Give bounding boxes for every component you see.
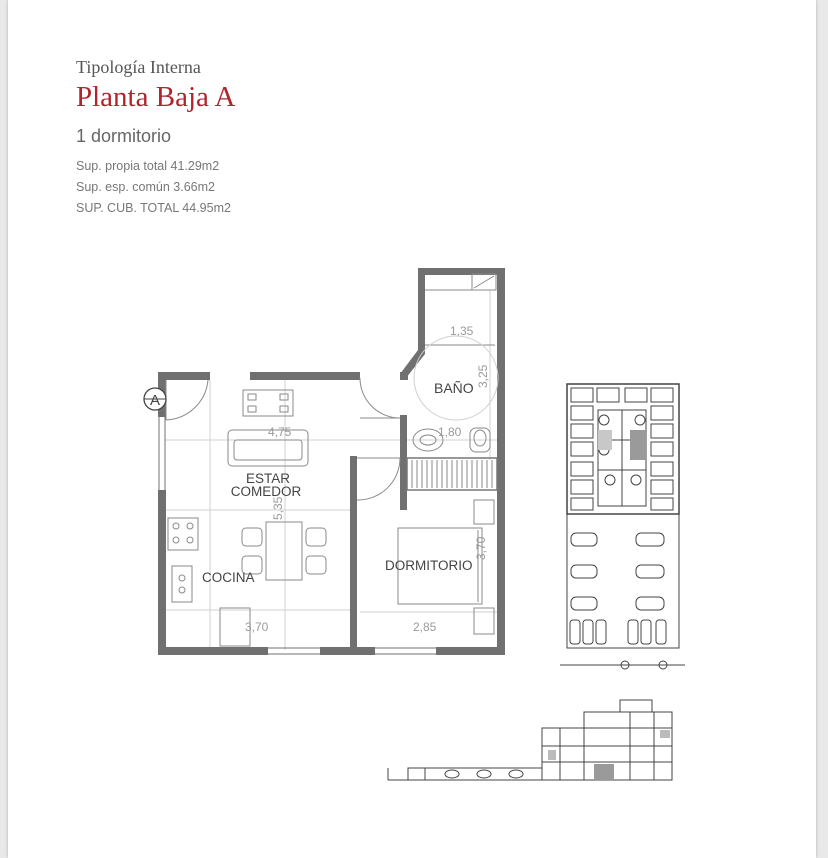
dim-bano-height: 3,25	[476, 364, 490, 388]
dim-estar-width: 4,75	[268, 425, 292, 439]
fact-own-area: Sup. propia total 41.29m2	[76, 159, 220, 173]
kicker: Tipología Interna	[76, 57, 201, 77]
room-label-estar: ESTAR	[245, 471, 291, 486]
room-label-bano: BAÑO	[434, 380, 474, 396]
fact-common-area: Sup. esp. común 3.66m2	[76, 180, 215, 194]
dim-cocina-width: 3,70	[245, 620, 269, 634]
entrance-marker	[144, 388, 166, 410]
subtitle: 1 dormitorio	[76, 126, 172, 146]
guide-lines	[165, 290, 505, 650]
marker-label: A	[149, 392, 161, 409]
closet	[407, 458, 497, 490]
elevation	[388, 700, 672, 780]
page-title: Planta Baja A	[76, 81, 236, 113]
site-plan	[560, 384, 685, 669]
floor-plan	[144, 268, 505, 655]
dim-dorm-width: 2,85	[413, 620, 437, 634]
windows	[159, 417, 436, 654]
room-label-comedor: COMEDOR	[230, 484, 302, 499]
dim-dorm-height: 3,70	[474, 536, 488, 560]
room-label-dormitorio: DORMITORIO	[385, 558, 473, 573]
room-label-cocina: COCINA	[202, 570, 255, 585]
fact-total-area: SUP. CUB. TOTAL 44.95m2	[76, 201, 231, 215]
dim-estar-height: 5,35	[271, 496, 285, 520]
dim-bano-width: 1,35	[450, 324, 474, 338]
dim-bano-lower: 1,80	[438, 425, 462, 439]
